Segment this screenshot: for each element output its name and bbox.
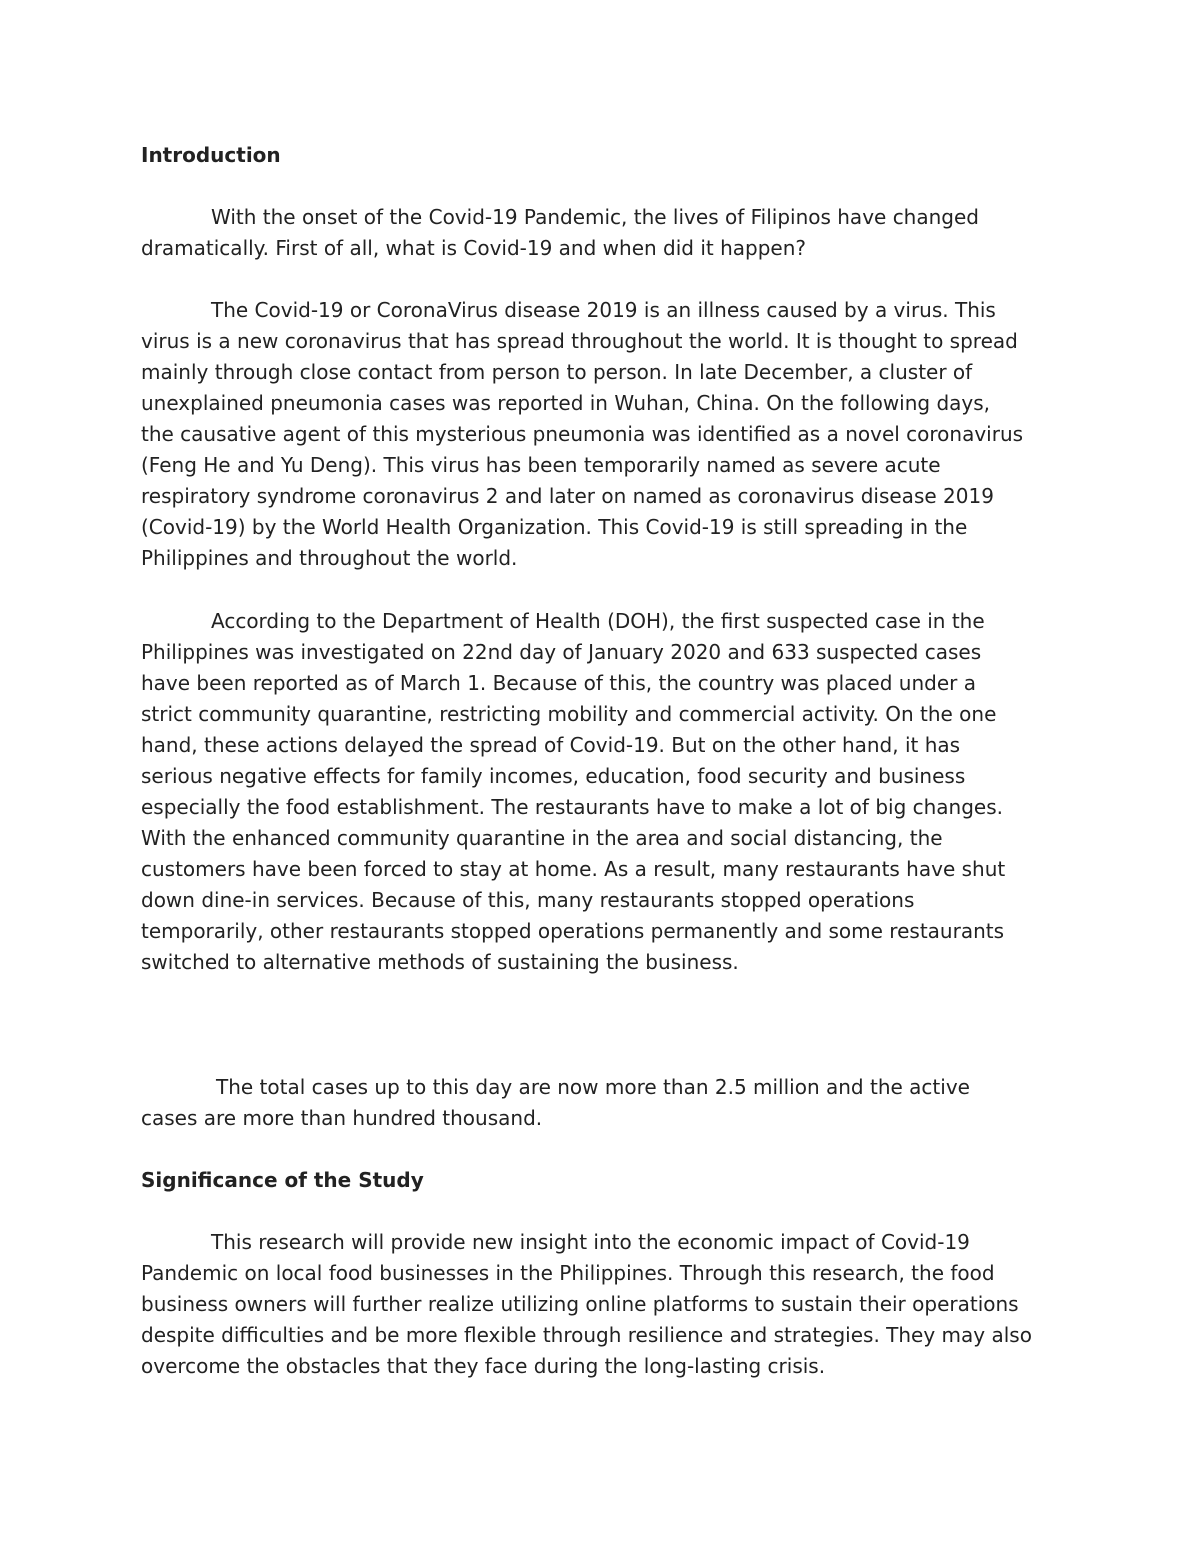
paragraph-line: According to the Department of Health (DOH), the first suspected case in the xyxy=(211,609,985,633)
paragraph-line: have been reported as of March 1. Because of this, the country was placed under a xyxy=(141,671,976,695)
paragraph-line: With the enhanced community quarantine in the area and social distancing, the xyxy=(141,826,943,850)
paragraph-line: temporarily, other restaurants stopped operations permanently and some restaurants xyxy=(141,919,1005,943)
paragraph-line: With the onset of the Covid-19 Pandemic, the lives of Filipinos have changed xyxy=(211,205,979,229)
paragraph-line: the causative agent of this mysterious pneumonia was identified as a novel coronavirus xyxy=(141,422,1024,446)
paragraph-line: The total cases up to this day are now more than 2.5 million and the active xyxy=(216,1075,970,1099)
section-heading-significance: Significance of the Study xyxy=(141,1168,424,1192)
paragraph-line: cases are more than hundred thousand. xyxy=(141,1106,543,1130)
paragraph-line: Pandemic on local food businesses in the Philippines. Through this research, the food xyxy=(141,1261,995,1285)
paragraph-line: virus is a new coronavirus that has spread throughout the world. It is thought to spread xyxy=(141,329,1018,353)
paragraph-intro-2 xyxy=(141,295,1071,574)
paragraph-line: (Feng He and Yu Deng). This virus has been temporarily named as severe acute xyxy=(141,453,941,477)
paragraph-line: despite difficulties and be more flexible through resilience and strategies. They may also xyxy=(141,1323,1032,1347)
paragraph-line: Philippines was investigated on 22nd day of January 2020 and 633 suspected cases xyxy=(141,640,982,664)
paragraph-line: respiratory syndrome coronavirus 2 and later on named as coronavirus disease 2019 xyxy=(141,484,994,508)
paragraph-intro-4 xyxy=(141,1072,1071,1134)
paragraph-line: This research will provide new insight into the economic impact of Covid-19 xyxy=(211,1230,970,1254)
paragraph-line: business owners will further realize utilizing online platforms to sustain their operations xyxy=(141,1292,1019,1316)
paragraph-intro-1 xyxy=(141,202,1071,264)
paragraph-intro-3 xyxy=(141,606,1071,978)
paragraph-line: down dine-in services. Because of this, many restaurants stopped operations xyxy=(141,888,915,912)
paragraph-line: unexplained pneumonia cases was reported in Wuhan, China. On the following days, xyxy=(141,391,991,415)
section-heading-introduction: Introduction xyxy=(141,143,281,167)
paragraph-line: overcome the obstacles that they face during the long-lasting crisis. xyxy=(141,1354,826,1378)
paragraph-line: mainly through close contact from person to person. In late December, a cluster of xyxy=(141,360,973,384)
paragraph-line: dramatically. First of all, what is Covid-19 and when did it happen? xyxy=(141,236,807,260)
paragraph-significance-1 xyxy=(141,1227,1071,1382)
paragraph-line: switched to alternative methods of sustaining the business. xyxy=(141,950,739,974)
paragraph-line: strict community quarantine, restricting mobility and commercial activity. On the one xyxy=(141,702,997,726)
paragraph-line: customers have been forced to stay at home. As a result, many restaurants have shut xyxy=(141,857,1006,881)
paragraph-line: The Covid-19 or CoronaVirus disease 2019 is an illness caused by a virus. This xyxy=(211,298,996,322)
paragraph-line: serious negative effects for family incomes, education, food security and business xyxy=(141,764,966,788)
paragraph-line: Philippines and throughout the world. xyxy=(141,546,518,570)
paragraph-line: especially the food establishment. The restaurants have to make a lot of big changes. xyxy=(141,795,1004,819)
paragraph-line: (Covid-19) by the World Health Organization. This Covid-19 is still spreading in the xyxy=(141,515,968,539)
paragraph-line: hand, these actions delayed the spread of Covid-19. But on the other hand, it has xyxy=(141,733,961,757)
